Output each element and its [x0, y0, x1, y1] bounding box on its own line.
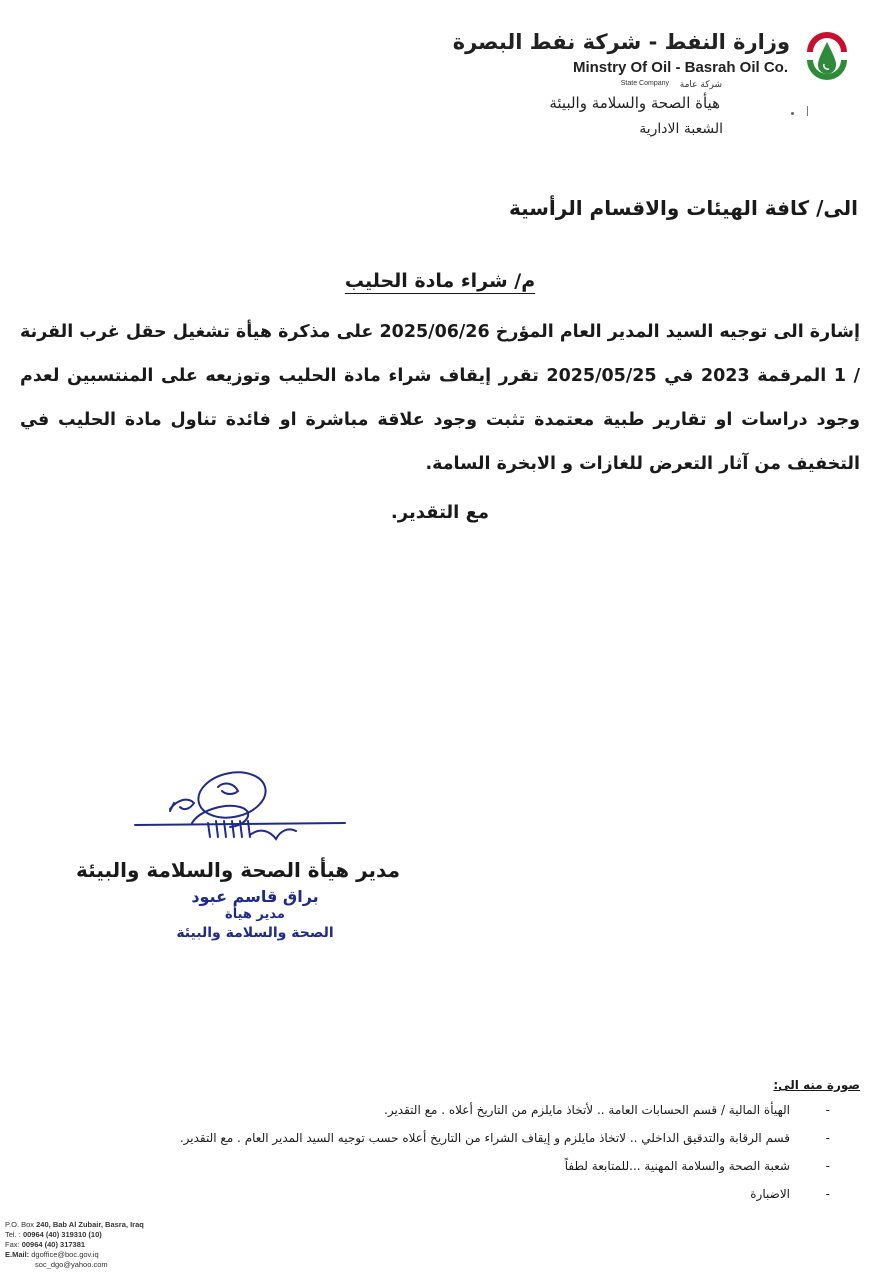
- footer-email-2: soc_dgo@yahoo.com: [35, 1260, 108, 1269]
- ministry-name-ar: وزارة النفط - شركة نفط البصرة: [452, 30, 790, 54]
- letter-body: إشارة الى توجيه السيد المدير العام المؤرخ 2025/06/26 على مذكرة هيأة تشغيل حقل غرب القرنة / 1 المرقمة 2023 في 2025/05/25 تقرر إيقاف شراء مادة الحليب وتوزيعه على المنتسبين لعدم وجود دراسات او تقارير طبية معتمدة تثبت وجود علاقة مباشرة او فائدة تناول مادة الحليب في التخفيف من آثار التعرض للغازات و الابخرة السامة.: [19, 322, 861, 474]
- footer-fax: Fax: 00964 (40) 317381: [5, 1240, 86, 1249]
- footer-email: E.Mail: dgoffice@boc.gov.iq: [5, 1250, 99, 1259]
- addressee: الى/ كافة الهيئات والاقسام الرأسية: [508, 196, 858, 220]
- list-dash: -: [825, 1159, 830, 1173]
- subject-text: م/ شراء مادة الحليب: [344, 270, 536, 292]
- authority-name: هيأة الصحة والسلامة والبيئة: [549, 94, 720, 112]
- decorative-dot: [791, 112, 794, 115]
- footer-tel: Tel. : 00964 (40) 319310 (10): [5, 1230, 102, 1239]
- state-company-en: State Company: [620, 80, 669, 87]
- signatory-title: مدير هيأة الصحة والسلامة والبيئة: [76, 858, 400, 882]
- cc-list: [180, 1101, 830, 1213]
- cc-title: صورة منه الى:: [773, 1078, 860, 1092]
- footer-pobox: P.O. Box 240, Bab Al Zubair, Basra, Iraq: [5, 1220, 144, 1229]
- basrah-oil-logo-icon: [801, 30, 853, 92]
- official-stamp: [170, 888, 340, 942]
- list-dash: -: [825, 1187, 830, 1201]
- closing-regards: [0, 502, 880, 523]
- regards-text: مع التقدير.: [390, 502, 490, 523]
- cc-item: - قسم الرقابة والتدقيق الداخلي .. لاتخاذ مايلزم و إيقاف الشراء من التاريخ أعلاه حسب توجيه السيد المدير العام . مع التقدير.: [179, 1131, 830, 1145]
- list-dash: -: [825, 1131, 830, 1145]
- stamp-role: مدير هيأة: [225, 907, 285, 922]
- state-company-ar: شركة عامة: [679, 80, 722, 90]
- cc-item: - شعبة الصحة والسلامة المهنية ...للمتابعة لطفاً: [564, 1159, 830, 1173]
- decorative-mark: [807, 106, 808, 116]
- footer-contact: [5, 1220, 144, 1270]
- division-name: الشعبة الادارية: [639, 121, 723, 137]
- subject-line: [0, 270, 880, 292]
- cc-item: - الهيأة المالية / قسم الحسابات العامة .. لأتخاذ مايلزم من التاريخ أعلاه . مع التقدير.: [384, 1103, 830, 1117]
- stamp-name: براق قاسم عبود: [191, 887, 319, 906]
- cc-item: - الاضبارة: [750, 1187, 830, 1201]
- stamp-department: الصحة والسلامة والبيئة: [176, 925, 334, 941]
- list-dash: -: [825, 1103, 830, 1117]
- ministry-name-en: Minstry Of Oil - Basrah Oil Co.: [572, 59, 788, 76]
